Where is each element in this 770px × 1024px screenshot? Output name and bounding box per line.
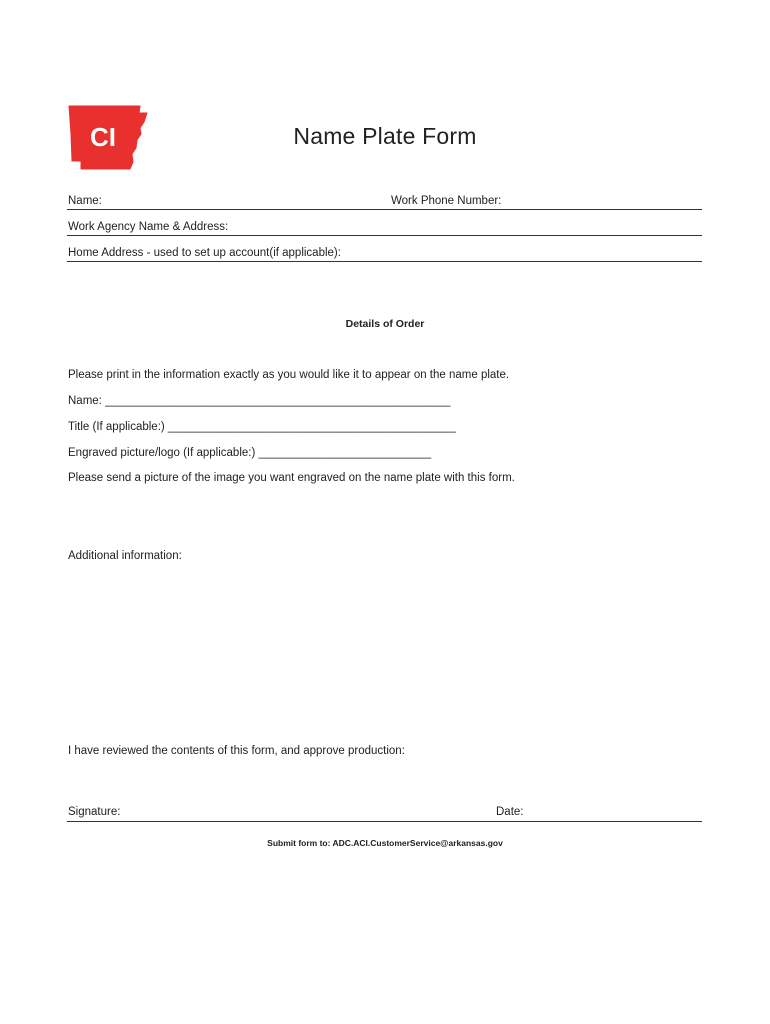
signature-label: Signature:: [68, 806, 121, 818]
details-heading: Details of Order: [345, 318, 425, 330]
logo-text: CI: [90, 122, 116, 152]
name-label: Name:: [68, 195, 102, 207]
name-phone-field[interactable]: [67, 209, 702, 210]
signature-date-field[interactable]: [67, 821, 702, 822]
home-address-field[interactable]: [67, 261, 702, 262]
work-agency-field[interactable]: [67, 235, 702, 236]
plate-title-line[interactable]: Title (If applicable:) _____________________________________________: [68, 421, 456, 433]
home-address-label: Home Address - used to set up account(if applicable):: [68, 247, 341, 259]
engraved-logo-line[interactable]: Engraved picture/logo (If applicable:) ___________________________: [68, 447, 432, 459]
instruction-text: Please print in the information exactly as you would like it to appear on the name plate.: [68, 369, 510, 381]
submit-footer: Submit form to: ADC.ACI.CustomerService@arkansas.gov: [267, 838, 503, 848]
date-label: Date:: [496, 806, 524, 818]
work-agency-label: Work Agency Name & Address:: [68, 221, 229, 233]
arkansas-state-icon: [67, 104, 151, 172]
approval-text: I have reviewed the contents of this form, and approve production:: [68, 745, 405, 757]
ci-logo: [67, 104, 151, 172]
work-phone-label: Work Phone Number:: [391, 195, 502, 207]
page-title: Name Plate Form: [293, 123, 477, 149]
additional-info-label: Additional information:: [68, 550, 182, 562]
plate-name-line[interactable]: Name: ______________________________________________________: [68, 395, 451, 407]
picture-note: Please send a picture of the image you want engraved on the name plate with this form.: [68, 472, 515, 484]
